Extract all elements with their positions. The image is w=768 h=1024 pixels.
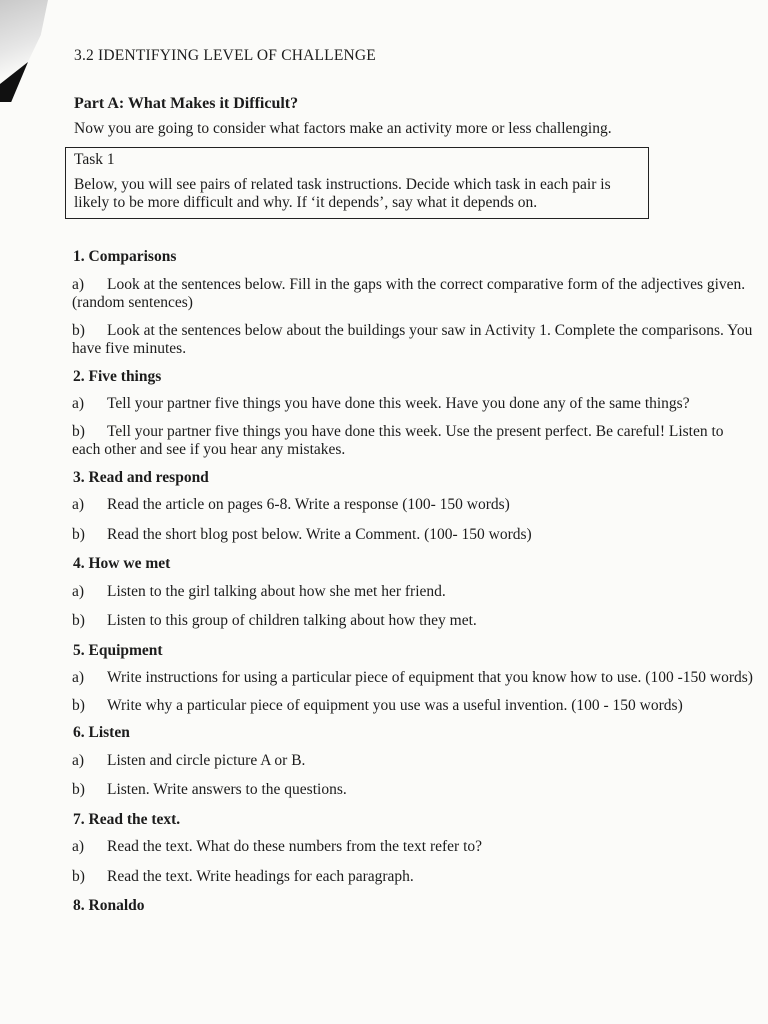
option-text: Listen to this group of children talking about how they met. [107, 612, 477, 629]
activity-option [72, 395, 753, 414]
activity-item [63, 248, 753, 359]
activity-title: 1. Comparisons [73, 248, 177, 265]
activity-option [72, 868, 753, 887]
option-letter: b) [72, 696, 85, 714]
option-text: Listen and circle picture A or B. [107, 751, 306, 769]
option-letter: a) [72, 496, 85, 513]
activity-title: 5. Equipment [73, 641, 163, 659]
activity-option [72, 752, 753, 771]
activity-option [72, 838, 753, 857]
activity-item [63, 555, 753, 631]
option-letter: a) [72, 582, 85, 600]
option-letter: b) [72, 867, 85, 885]
task-title: Task 1 [74, 151, 115, 168]
option-text: Read the text. What do these numbers from the text refer to? [107, 838, 483, 855]
activity-option [72, 423, 753, 460]
option-text: Tell your partner five things you have done this week. Have you done any of the same things? [107, 395, 690, 412]
option-text: Read the text. Write headings for each paragraph. [107, 867, 414, 885]
intro-text: Now you are going to consider what factors make an activity more or less challenging. [74, 120, 612, 137]
activity-title: 6. Listen [73, 724, 130, 741]
activity-option [72, 496, 753, 515]
option-text: Write why a particular piece of equipment you use was a useful invention. (100 - 150 words) [107, 696, 683, 714]
option-letter: a) [72, 395, 85, 412]
option-text: Listen. Write answers to the questions. [107, 781, 347, 798]
part-title: Part A: What Makes it Difficult? [74, 95, 299, 112]
activity-title: 4. How we met [73, 555, 171, 572]
option-letter: a) [72, 669, 85, 686]
activity-title: 3. Read and respond [73, 468, 209, 486]
activity-item [63, 642, 753, 716]
option-text: Write instructions for using a particular piece of equipment that you know how to use. (100 -150 words) [107, 669, 753, 686]
activity-title: 7. Read the text. [73, 810, 181, 828]
activity-option [72, 612, 753, 631]
activity-option [72, 669, 753, 688]
activity-title: 8. Ronaldo [73, 897, 145, 914]
option-letter: b) [72, 321, 85, 339]
activity-item [63, 368, 753, 460]
activity-title: 2. Five things [73, 367, 162, 385]
activity-option [72, 583, 753, 602]
activity-item [63, 897, 753, 916]
option-text: Read the article on pages 6-8. Write a response (100- 150 words) [107, 496, 510, 513]
activity-option [72, 781, 753, 800]
activity-item [63, 724, 753, 800]
option-letter: a) [72, 838, 85, 855]
activity-list [63, 248, 753, 925]
option-text: Tell your partner five things you have done this week. Use the present perfect. Be careful! Listen to each other and see if you hear any mistakes. [72, 422, 724, 458]
option-letter: a) [72, 751, 85, 769]
option-text: Listen to the girl talking about how she met her friend. [107, 582, 446, 600]
section-title: 3.2 IDENTIFYING LEVEL OF CHALLENGE [74, 47, 376, 64]
activity-option [72, 276, 753, 313]
activity-item [63, 469, 753, 545]
activity-item [63, 811, 753, 887]
activity-option [72, 526, 753, 545]
option-letter: b) [72, 525, 85, 543]
option-text: Look at the sentences below. Fill in the gaps with the correct comparative form of the adjectives given. (random sentences) [72, 275, 746, 311]
activity-option [72, 322, 753, 359]
option-letter: a) [72, 275, 85, 293]
task-box [65, 147, 649, 219]
activity-option [72, 697, 753, 716]
task-body: Below, you will see pairs of related task instructions. Decide which task in each pair is likely to be more difficult and why. If ‘it depends’, say what it depends on. [74, 175, 611, 211]
option-text: Read the short blog post below. Write a Comment. (100- 150 words) [107, 525, 532, 543]
option-text: Look at the sentences below about the buildings your saw in Activity 1. Complete the comparisons. You have five minutes. [72, 321, 753, 357]
option-letter: b) [72, 422, 85, 440]
option-letter: b) [72, 612, 85, 629]
option-letter: b) [72, 781, 85, 798]
